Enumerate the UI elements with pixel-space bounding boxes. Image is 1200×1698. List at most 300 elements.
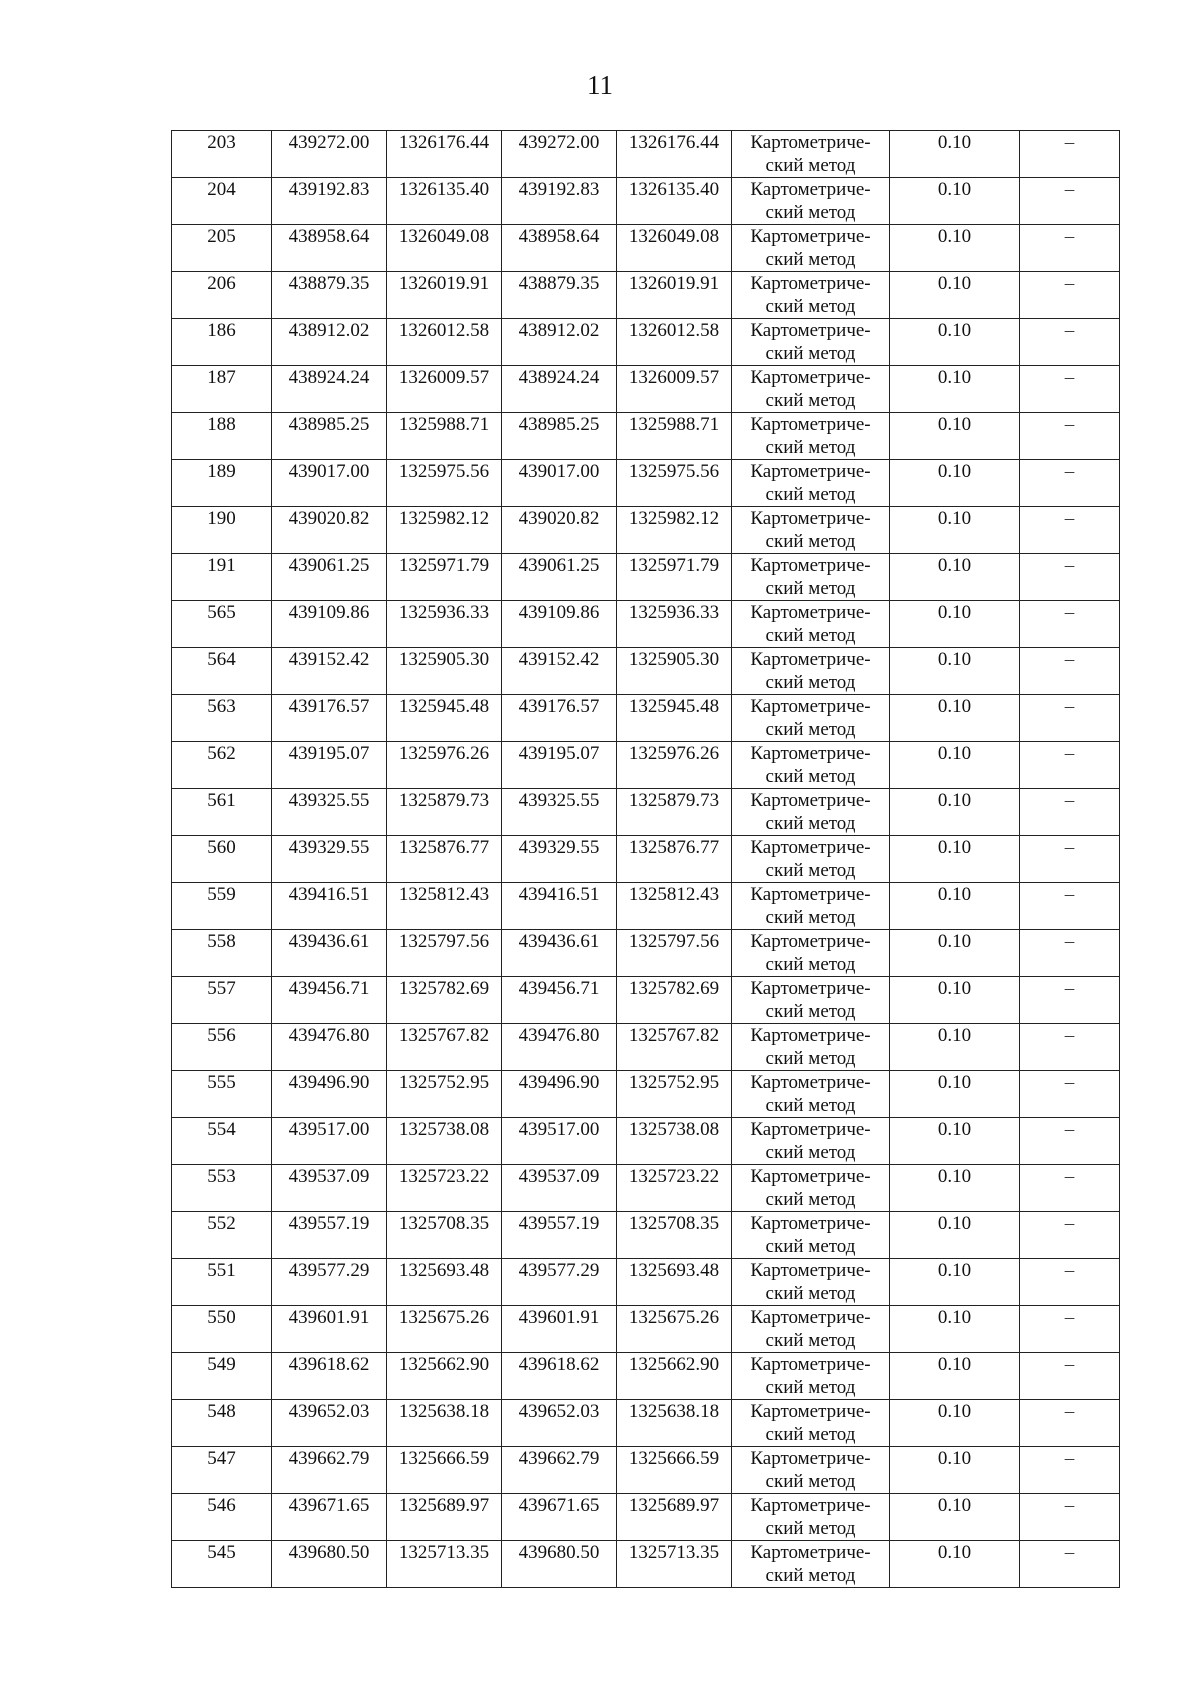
note-cell: – xyxy=(1020,225,1120,272)
existing-x-cell: 439662.79 xyxy=(272,1447,387,1494)
refined-y-cell: 1325975.56 xyxy=(617,460,732,507)
note-cell: – xyxy=(1020,554,1120,601)
refined-x-cell: 439652.03 xyxy=(502,1400,617,1447)
table-row xyxy=(172,1353,1120,1400)
method-line-1: Картометриче- xyxy=(750,931,871,952)
refined-x-cell: 439152.42 xyxy=(502,648,617,695)
method-line-1: Картометриче- xyxy=(750,743,871,764)
method-line-2: ский метод xyxy=(765,1565,856,1586)
existing-x-cell: 439152.42 xyxy=(272,648,387,695)
existing-y-cell: 1325876.77 xyxy=(387,836,502,883)
table-row xyxy=(172,1494,1120,1541)
method-cell xyxy=(732,1494,890,1541)
existing-x-cell: 438924.24 xyxy=(272,366,387,413)
method-line-1: Картометриче- xyxy=(750,508,871,529)
refined-y-cell: 1325752.95 xyxy=(617,1071,732,1118)
note-cell: – xyxy=(1020,1165,1120,1212)
refined-x-cell: 439176.57 xyxy=(502,695,617,742)
accuracy-cell: 0.10 xyxy=(890,178,1020,225)
note-cell: – xyxy=(1020,1259,1120,1306)
refined-y-cell: 1325812.43 xyxy=(617,883,732,930)
method-line-2: ский метод xyxy=(765,202,856,223)
point-number-cell: 191 xyxy=(172,554,272,601)
table-row xyxy=(172,695,1120,742)
method-line-1: Картометриче- xyxy=(750,1072,871,1093)
method-cell xyxy=(732,648,890,695)
method-cell xyxy=(732,930,890,977)
method-line-1: Картометриче- xyxy=(750,1542,871,1563)
refined-x-cell: 439537.09 xyxy=(502,1165,617,1212)
method-line-1: Картометриче- xyxy=(750,1213,871,1234)
refined-x-cell: 439601.91 xyxy=(502,1306,617,1353)
existing-y-cell: 1325666.59 xyxy=(387,1447,502,1494)
method-line-2: ский метод xyxy=(765,625,856,646)
existing-x-cell: 439272.00 xyxy=(272,131,387,178)
note-cell: – xyxy=(1020,977,1120,1024)
method-line-2: ский метод xyxy=(765,1471,856,1492)
existing-y-cell: 1326012.58 xyxy=(387,319,502,366)
accuracy-cell: 0.10 xyxy=(890,1024,1020,1071)
accuracy-cell: 0.10 xyxy=(890,695,1020,742)
note-cell: – xyxy=(1020,319,1120,366)
table-row xyxy=(172,977,1120,1024)
refined-y-cell: 1326009.57 xyxy=(617,366,732,413)
point-number-cell: 552 xyxy=(172,1212,272,1259)
refined-x-cell: 439577.29 xyxy=(502,1259,617,1306)
existing-x-cell: 439061.25 xyxy=(272,554,387,601)
refined-x-cell: 439192.83 xyxy=(502,178,617,225)
method-line-2: ский метод xyxy=(765,1048,856,1069)
existing-x-cell: 439436.61 xyxy=(272,930,387,977)
method-line-1: Картометриче- xyxy=(750,1495,871,1516)
existing-y-cell: 1325689.97 xyxy=(387,1494,502,1541)
accuracy-cell: 0.10 xyxy=(890,742,1020,789)
existing-y-cell: 1325752.95 xyxy=(387,1071,502,1118)
accuracy-cell: 0.10 xyxy=(890,131,1020,178)
method-cell xyxy=(732,883,890,930)
refined-y-cell: 1325936.33 xyxy=(617,601,732,648)
refined-y-cell: 1325738.08 xyxy=(617,1118,732,1165)
refined-y-cell: 1325675.26 xyxy=(617,1306,732,1353)
refined-x-cell: 438879.35 xyxy=(502,272,617,319)
existing-x-cell: 439195.07 xyxy=(272,742,387,789)
refined-y-cell: 1325797.56 xyxy=(617,930,732,977)
existing-x-cell: 439456.71 xyxy=(272,977,387,1024)
refined-x-cell: 439061.25 xyxy=(502,554,617,601)
refined-x-cell: 439109.86 xyxy=(502,601,617,648)
method-line-2: ский метод xyxy=(765,531,856,552)
method-line-2: ский метод xyxy=(765,907,856,928)
method-cell xyxy=(732,977,890,1024)
method-line-1: Картометриче- xyxy=(750,1354,871,1375)
existing-x-cell: 439416.51 xyxy=(272,883,387,930)
existing-y-cell: 1325675.26 xyxy=(387,1306,502,1353)
table-row xyxy=(172,319,1120,366)
note-cell: – xyxy=(1020,413,1120,460)
existing-y-cell: 1325945.48 xyxy=(387,695,502,742)
method-cell xyxy=(732,1165,890,1212)
note-cell: – xyxy=(1020,883,1120,930)
existing-x-cell: 439671.65 xyxy=(272,1494,387,1541)
note-cell: – xyxy=(1020,789,1120,836)
refined-x-cell: 439329.55 xyxy=(502,836,617,883)
refined-x-cell: 438985.25 xyxy=(502,413,617,460)
refined-y-cell: 1325689.97 xyxy=(617,1494,732,1541)
refined-y-cell: 1325971.79 xyxy=(617,554,732,601)
existing-x-cell: 439680.50 xyxy=(272,1541,387,1588)
method-cell xyxy=(732,1118,890,1165)
method-line-2: ский метод xyxy=(765,390,856,411)
table-row xyxy=(172,1306,1120,1353)
point-number-cell: 547 xyxy=(172,1447,272,1494)
method-line-1: Картометриче- xyxy=(750,226,871,247)
accuracy-cell: 0.10 xyxy=(890,507,1020,554)
existing-y-cell: 1325638.18 xyxy=(387,1400,502,1447)
method-cell xyxy=(732,507,890,554)
refined-y-cell: 1325713.35 xyxy=(617,1541,732,1588)
method-line-2: ский метод xyxy=(765,1330,856,1351)
accuracy-cell: 0.10 xyxy=(890,789,1020,836)
point-number-cell: 549 xyxy=(172,1353,272,1400)
point-number-cell: 563 xyxy=(172,695,272,742)
point-number-cell: 189 xyxy=(172,460,272,507)
point-number-cell: 190 xyxy=(172,507,272,554)
table-row xyxy=(172,1118,1120,1165)
existing-x-cell: 439496.90 xyxy=(272,1071,387,1118)
refined-x-cell: 439020.82 xyxy=(502,507,617,554)
table-row xyxy=(172,131,1120,178)
accuracy-cell: 0.10 xyxy=(890,1118,1020,1165)
table-row xyxy=(172,413,1120,460)
method-line-2: ский метод xyxy=(765,437,856,458)
method-line-1: Картометриче- xyxy=(750,1166,871,1187)
method-line-1: Картометриче- xyxy=(750,1025,871,1046)
accuracy-cell: 0.10 xyxy=(890,413,1020,460)
existing-y-cell: 1325971.79 xyxy=(387,554,502,601)
table-row xyxy=(172,554,1120,601)
point-number-cell: 548 xyxy=(172,1400,272,1447)
refined-x-cell: 439517.00 xyxy=(502,1118,617,1165)
note-cell: – xyxy=(1020,695,1120,742)
existing-y-cell: 1326049.08 xyxy=(387,225,502,272)
table-row xyxy=(172,789,1120,836)
point-number-cell: 565 xyxy=(172,601,272,648)
existing-y-cell: 1325782.69 xyxy=(387,977,502,1024)
existing-x-cell: 439557.19 xyxy=(272,1212,387,1259)
accuracy-cell: 0.10 xyxy=(890,272,1020,319)
refined-y-cell: 1325666.59 xyxy=(617,1447,732,1494)
accuracy-cell: 0.10 xyxy=(890,977,1020,1024)
table-row xyxy=(172,742,1120,789)
refined-y-cell: 1326135.40 xyxy=(617,178,732,225)
refined-y-cell: 1326049.08 xyxy=(617,225,732,272)
method-cell xyxy=(732,601,890,648)
existing-x-cell: 439577.29 xyxy=(272,1259,387,1306)
note-cell: – xyxy=(1020,742,1120,789)
refined-y-cell: 1325905.30 xyxy=(617,648,732,695)
point-number-cell: 205 xyxy=(172,225,272,272)
note-cell: – xyxy=(1020,272,1120,319)
refined-y-cell: 1325988.71 xyxy=(617,413,732,460)
existing-y-cell: 1325879.73 xyxy=(387,789,502,836)
existing-x-cell: 438985.25 xyxy=(272,413,387,460)
method-line-1: Картометриче- xyxy=(750,1448,871,1469)
refined-x-cell: 439662.79 xyxy=(502,1447,617,1494)
method-line-2: ский метод xyxy=(765,1377,856,1398)
table-row xyxy=(172,930,1120,977)
table-row xyxy=(172,366,1120,413)
note-cell: – xyxy=(1020,1024,1120,1071)
method-line-1: Картометриче- xyxy=(750,602,871,623)
refined-x-cell: 438912.02 xyxy=(502,319,617,366)
table-row xyxy=(172,1024,1120,1071)
accuracy-cell: 0.10 xyxy=(890,1306,1020,1353)
refined-y-cell: 1325693.48 xyxy=(617,1259,732,1306)
method-line-1: Картометриче- xyxy=(750,1260,871,1281)
page-number: 11 xyxy=(587,70,613,100)
table-row xyxy=(172,601,1120,648)
method-line-1: Картометриче- xyxy=(750,320,871,341)
point-number-cell: 187 xyxy=(172,366,272,413)
refined-y-cell: 1326012.58 xyxy=(617,319,732,366)
method-line-1: Картометриче- xyxy=(750,649,871,670)
method-cell xyxy=(732,319,890,366)
point-number-cell: 561 xyxy=(172,789,272,836)
method-cell xyxy=(732,836,890,883)
accuracy-cell: 0.10 xyxy=(890,883,1020,930)
accuracy-cell: 0.10 xyxy=(890,1212,1020,1259)
existing-x-cell: 439476.80 xyxy=(272,1024,387,1071)
point-number-cell: 545 xyxy=(172,1541,272,1588)
method-cell xyxy=(732,1071,890,1118)
accuracy-cell: 0.10 xyxy=(890,1165,1020,1212)
refined-y-cell: 1325662.90 xyxy=(617,1353,732,1400)
existing-y-cell: 1325662.90 xyxy=(387,1353,502,1400)
point-number-cell: 555 xyxy=(172,1071,272,1118)
method-cell xyxy=(732,554,890,601)
note-cell: – xyxy=(1020,1400,1120,1447)
existing-y-cell: 1325982.12 xyxy=(387,507,502,554)
method-cell xyxy=(732,742,890,789)
existing-y-cell: 1325723.22 xyxy=(387,1165,502,1212)
method-line-2: ский метод xyxy=(765,296,856,317)
note-cell: – xyxy=(1020,836,1120,883)
table-row xyxy=(172,460,1120,507)
accuracy-cell: 0.10 xyxy=(890,1494,1020,1541)
point-number-cell: 186 xyxy=(172,319,272,366)
refined-y-cell: 1325723.22 xyxy=(617,1165,732,1212)
method-line-2: ский метод xyxy=(765,766,856,787)
method-cell xyxy=(732,413,890,460)
method-cell xyxy=(732,225,890,272)
method-line-1: Картометриче- xyxy=(750,367,871,388)
refined-x-cell: 439671.65 xyxy=(502,1494,617,1541)
point-number-cell: 204 xyxy=(172,178,272,225)
refined-y-cell: 1325879.73 xyxy=(617,789,732,836)
method-line-1: Картометриче- xyxy=(750,978,871,999)
table-row xyxy=(172,883,1120,930)
refined-y-cell: 1325708.35 xyxy=(617,1212,732,1259)
existing-y-cell: 1326135.40 xyxy=(387,178,502,225)
accuracy-cell: 0.10 xyxy=(890,1071,1020,1118)
existing-y-cell: 1326019.91 xyxy=(387,272,502,319)
accuracy-cell: 0.10 xyxy=(890,1541,1020,1588)
method-line-1: Картометриче- xyxy=(750,179,871,200)
method-line-2: ский метод xyxy=(765,1518,856,1539)
method-line-2: ский метод xyxy=(765,578,856,599)
refined-x-cell: 439456.71 xyxy=(502,977,617,1024)
existing-x-cell: 439517.00 xyxy=(272,1118,387,1165)
existing-y-cell: 1325976.26 xyxy=(387,742,502,789)
note-cell: – xyxy=(1020,1306,1120,1353)
method-line-2: ский метод xyxy=(765,484,856,505)
point-number-cell: 551 xyxy=(172,1259,272,1306)
point-number-cell: 560 xyxy=(172,836,272,883)
table-row xyxy=(172,836,1120,883)
method-line-2: ский метод xyxy=(765,1424,856,1445)
point-number-cell: 559 xyxy=(172,883,272,930)
refined-x-cell: 439436.61 xyxy=(502,930,617,977)
method-line-1: Картометриче- xyxy=(750,790,871,811)
existing-y-cell: 1325797.56 xyxy=(387,930,502,977)
table-row xyxy=(172,1071,1120,1118)
point-number-cell: 557 xyxy=(172,977,272,1024)
note-cell: – xyxy=(1020,1494,1120,1541)
existing-x-cell: 438958.64 xyxy=(272,225,387,272)
existing-x-cell: 439537.09 xyxy=(272,1165,387,1212)
refined-x-cell: 439557.19 xyxy=(502,1212,617,1259)
refined-y-cell: 1325767.82 xyxy=(617,1024,732,1071)
note-cell: – xyxy=(1020,460,1120,507)
note-cell: – xyxy=(1020,131,1120,178)
note-cell: – xyxy=(1020,601,1120,648)
method-line-2: ский метод xyxy=(765,249,856,270)
accuracy-cell: 0.10 xyxy=(890,319,1020,366)
existing-y-cell: 1325936.33 xyxy=(387,601,502,648)
accuracy-cell: 0.10 xyxy=(890,601,1020,648)
table-row xyxy=(172,648,1120,695)
note-cell: – xyxy=(1020,930,1120,977)
method-cell xyxy=(732,1212,890,1259)
point-number-cell: 203 xyxy=(172,131,272,178)
point-number-cell: 564 xyxy=(172,648,272,695)
method-line-2: ский метод xyxy=(765,813,856,834)
existing-y-cell: 1325975.56 xyxy=(387,460,502,507)
note-cell: – xyxy=(1020,1118,1120,1165)
refined-x-cell: 439272.00 xyxy=(502,131,617,178)
point-number-cell: 550 xyxy=(172,1306,272,1353)
point-number-cell: 556 xyxy=(172,1024,272,1071)
method-cell xyxy=(732,131,890,178)
existing-y-cell: 1325812.43 xyxy=(387,883,502,930)
note-cell: – xyxy=(1020,1212,1120,1259)
table-row xyxy=(172,1400,1120,1447)
table-row xyxy=(172,1165,1120,1212)
refined-x-cell: 439680.50 xyxy=(502,1541,617,1588)
method-line-2: ский метод xyxy=(765,1001,856,1022)
table-body xyxy=(172,131,1120,1588)
accuracy-cell: 0.10 xyxy=(890,1353,1020,1400)
method-line-2: ский метод xyxy=(765,672,856,693)
method-cell xyxy=(732,1541,890,1588)
method-line-1: Картометриче- xyxy=(750,461,871,482)
accuracy-cell: 0.10 xyxy=(890,836,1020,883)
method-cell xyxy=(732,460,890,507)
method-line-2: ский метод xyxy=(765,860,856,881)
method-line-1: Картометриче- xyxy=(750,1401,871,1422)
accuracy-cell: 0.10 xyxy=(890,1400,1020,1447)
method-line-1: Картометриче- xyxy=(750,696,871,717)
point-number-cell: 188 xyxy=(172,413,272,460)
method-line-2: ский метод xyxy=(765,155,856,176)
method-cell xyxy=(732,366,890,413)
method-cell xyxy=(732,1353,890,1400)
method-cell xyxy=(732,1400,890,1447)
table-row xyxy=(172,178,1120,225)
refined-x-cell: 439496.90 xyxy=(502,1071,617,1118)
method-line-2: ский метод xyxy=(765,1189,856,1210)
coordinates-table xyxy=(171,130,1120,1588)
method-line-1: Картометриче- xyxy=(750,1119,871,1140)
method-line-1: Картометриче- xyxy=(750,555,871,576)
note-cell: – xyxy=(1020,507,1120,554)
refined-x-cell: 439325.55 xyxy=(502,789,617,836)
point-number-cell: 558 xyxy=(172,930,272,977)
existing-x-cell: 439020.82 xyxy=(272,507,387,554)
existing-y-cell: 1325905.30 xyxy=(387,648,502,695)
existing-x-cell: 439601.91 xyxy=(272,1306,387,1353)
table-row xyxy=(172,272,1120,319)
method-line-2: ский метод xyxy=(765,1236,856,1257)
method-line-2: ский метод xyxy=(765,343,856,364)
method-cell xyxy=(732,789,890,836)
method-line-1: Картометриче- xyxy=(750,837,871,858)
method-line-2: ский метод xyxy=(765,1095,856,1116)
refined-x-cell: 439476.80 xyxy=(502,1024,617,1071)
point-number-cell: 206 xyxy=(172,272,272,319)
existing-x-cell: 439618.62 xyxy=(272,1353,387,1400)
method-cell xyxy=(732,1024,890,1071)
method-line-1: Картометриче- xyxy=(750,1307,871,1328)
refined-x-cell: 438958.64 xyxy=(502,225,617,272)
refined-y-cell: 1325782.69 xyxy=(617,977,732,1024)
table-row xyxy=(172,1541,1120,1588)
point-number-cell: 554 xyxy=(172,1118,272,1165)
refined-x-cell: 439416.51 xyxy=(502,883,617,930)
accuracy-cell: 0.10 xyxy=(890,1447,1020,1494)
accuracy-cell: 0.10 xyxy=(890,1259,1020,1306)
refined-y-cell: 1325976.26 xyxy=(617,742,732,789)
refined-x-cell: 439195.07 xyxy=(502,742,617,789)
method-cell xyxy=(732,695,890,742)
existing-y-cell: 1326009.57 xyxy=(387,366,502,413)
method-cell xyxy=(732,272,890,319)
existing-x-cell: 439325.55 xyxy=(272,789,387,836)
refined-y-cell: 1325982.12 xyxy=(617,507,732,554)
method-cell xyxy=(732,1447,890,1494)
existing-y-cell: 1325708.35 xyxy=(387,1212,502,1259)
point-number-cell: 553 xyxy=(172,1165,272,1212)
refined-y-cell: 1325638.18 xyxy=(617,1400,732,1447)
existing-y-cell: 1325767.82 xyxy=(387,1024,502,1071)
existing-y-cell: 1325988.71 xyxy=(387,413,502,460)
method-line-1: Картометриче- xyxy=(750,414,871,435)
point-number-cell: 546 xyxy=(172,1494,272,1541)
method-line-2: ский метод xyxy=(765,954,856,975)
accuracy-cell: 0.10 xyxy=(890,460,1020,507)
refined-x-cell: 439618.62 xyxy=(502,1353,617,1400)
existing-x-cell: 438912.02 xyxy=(272,319,387,366)
